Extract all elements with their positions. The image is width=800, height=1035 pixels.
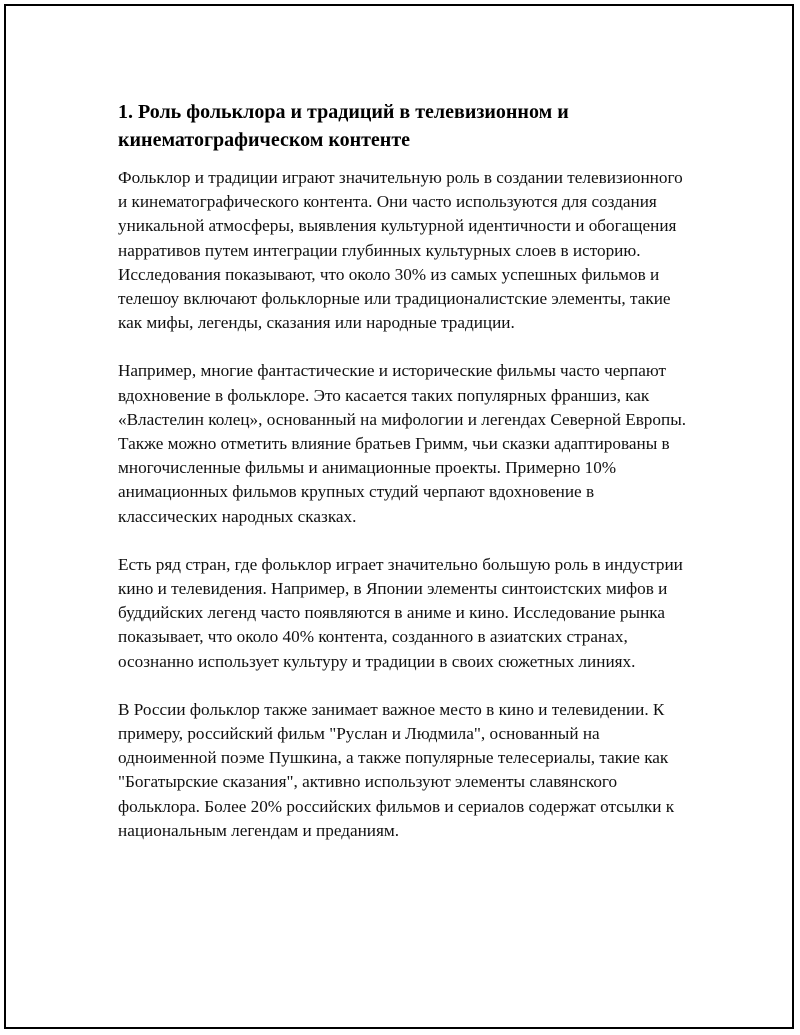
paragraph-1: Фольклор и традиции играют значительную роль в создании телевизионного и кинематографического контента. Они часто используются для создания уникальной атмосферы, выявления культурной идентичности и обогащения нарративов путем интеграции глубинных культурных слоев в историю. Исследования показывают, что около 30% из самых успешных фильмов и телешоу включают фольклорные или традиционалистские элементы, такие как мифы, легенды, сказания или народные традиции. (118, 168, 683, 333)
paragraph-2: Например, многие фантастические и исторические фильмы часто черпают вдохновение в фольклоре. Это касается таких популярных франшиз, как «Властелин колец», основанный на мифологии и легендах Северной Европы. Также можно отметить влияние братьев Гримм, чьи сказки адаптированы в многочисленные фильмы и анимационные проекты. Примерно 10% анимационных фильмов крупных студий черпают вдохновение в классических народных сказках. (118, 361, 687, 526)
paragraph-3: Есть ряд стран, где фольклор играет значительно большую роль в индустрии кино и телевидения. Например, в Японии элементы синтоистских мифов и буддийских легенд часто появляются в аниме и кино. Исследование рынка показывает, что около 40% контента, созданного в азиатских странах, осознанно использует культуру и традиции в своих сюжетных линиях. (118, 554, 683, 671)
page-frame (4, 4, 794, 1029)
paragraph-4: В России фольклор также занимает важное место в кино и телевидении. К примеру, российский фильм "Руслан и Людмила", основанный на одноименной поэме Пушкина, а также популярные телесериалы, такие как "Богатырские сказания", активно используют элементы славянского фольклора. Более 20% российских фильмов и сериалов содержат отсылки к национальным легендам и преданиям. (118, 699, 675, 840)
document-body (118, 98, 688, 867)
section-heading: 1. Роль фольклора и традиций в телевизионном и кинематографическом контенте (118, 101, 569, 151)
